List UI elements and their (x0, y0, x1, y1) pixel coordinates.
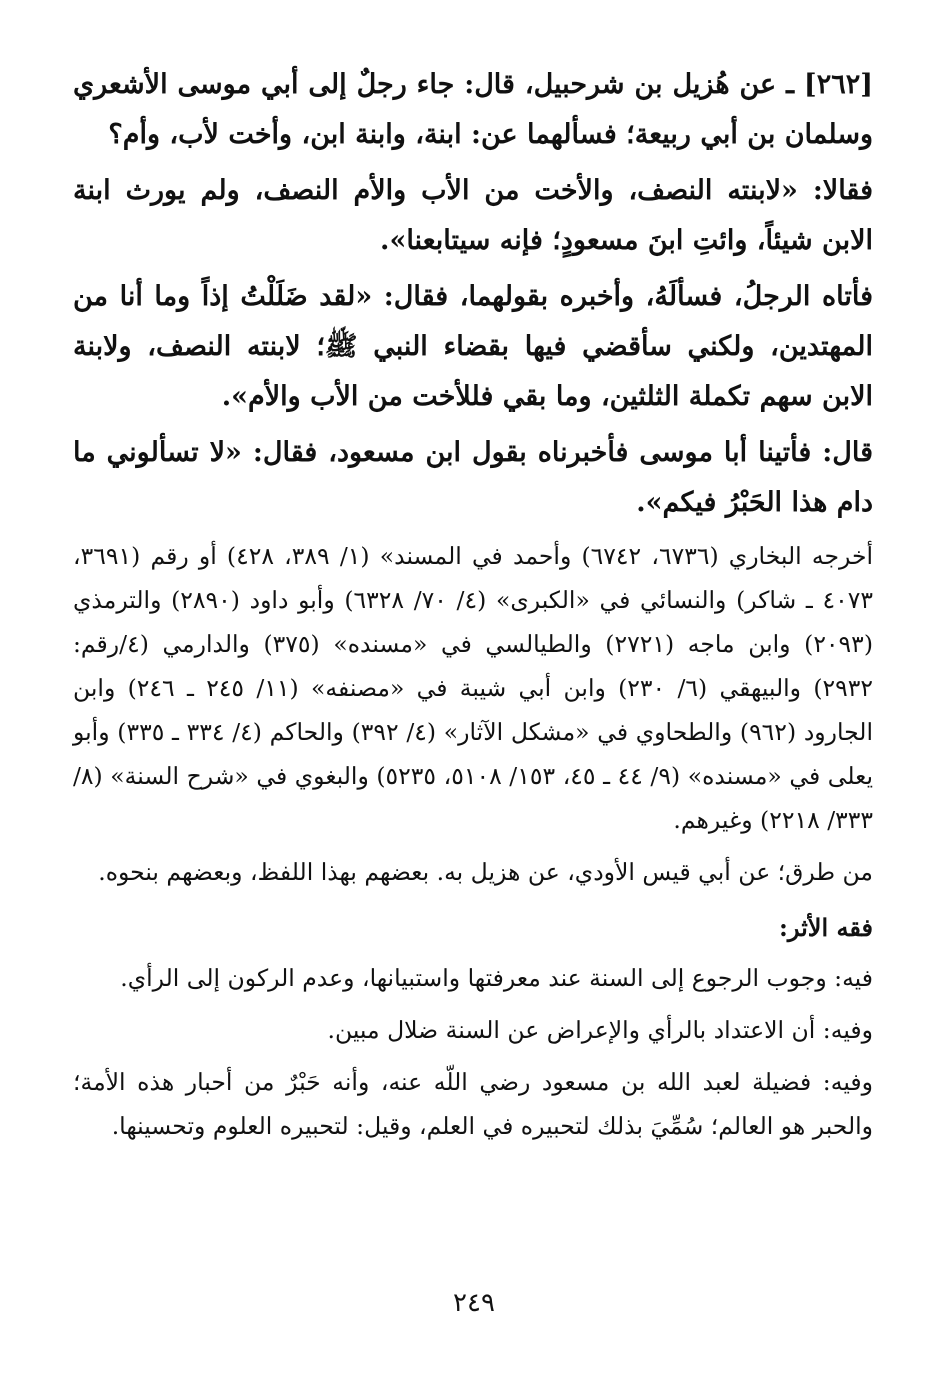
takhrij-paragraph: أخرجه البخاري (٦٧٣٦، ٦٧٤٢) وأحمد في المسند» (١/ ٣٨٩، ٤٢٨) أو رقم (٣٦٩١، ٤٠٧٣ ـ شاكر) والنسائي في «الكبرى» (٤/ ٧٠/ ٦٣٢٨) وأبو داود (٢٨٩٠) والترمذي (٢٠٩٣) وابن ماجه (٢٧٢١) والطيالسي في «مسنده» (٣٧٥) والدارمي (٤/رقم: ٢٩٣٢) والبيهقي (٦/ ٢٣٠) وابن أبي شيبة في «مصنفه» (١١/ ٢٤٥ ـ ٢٤٦) وابن الجارود (٩٦٢) والطحاوي في «مشكل الآثار» (٤/ ٣٩٢) والحاكم (٤/ ٣٣٤ ـ ٣٣٥) وأبو يعلى في «مسنده» (٩/ ٤٤ ـ ٤٥، ١٥٣/ ٥١٠٨، ٥٢٣٥) والبغوي في «شرح السنة» (٨/ ٣٣٣/ ٢٢١٨) وغيرهم. (73, 542, 874, 834)
fiqh-heading: فقه الأثر: (779, 913, 873, 942)
turuq-paragraph: من طرق؛ عن أبي قيس الأودي، عن هزيل به. بعضهم بهذا اللفظ، وبعضهم بنحوه. (98, 858, 873, 886)
page-number: ٢٤٩ (453, 1288, 495, 1318)
fiqh-item-2: وفيه: أن الاعتداد بالرأي والإعراض عن السنة ضلال مبين. (327, 1016, 873, 1044)
hadith-paragraph-3: فأتاه الرجلُ، فسألَهُ، وأخبره بقولهما، فقال: «لقد ضَلَلْتُ إذاً وما أنا من المهتدين، ولكني سأقضي فيها بقضاء النبي ﷺ؛ لابنته النصف، ولابنة الابن سهم تكملة الثلثين، وما بقي فللأخت من الأب والأم». (73, 281, 873, 412)
page-body (73, 60, 873, 1156)
fiqh-item-1: فيه: وجوب الرجوع إلى السنة عند معرفتها واستبيانها، وعدم الركون إلى الرأي. (120, 964, 873, 992)
hadith-paragraph-4: قال: فأتينا أبا موسى فأخبرناه بقول ابن مسعود، فقال: «لا تسألوني ما دام هذا الحَبْرُ فيكم». (73, 437, 873, 518)
fiqh-item-3: وفيه: فضيلة لعبد الله بن مسعود رضي اللّه عنه، وأنه حَبْرٌ من أحبار هذه الأمة؛ والحبر هو العالم؛ سُمِّيَ بذلك لتحبيره في العلم، وقيل: لتحبيره العلوم وتحسينها. (73, 1068, 873, 1140)
hadith-paragraph-1 (73, 60, 873, 160)
hadith-text-1: ـ عن هُزيل بن شرحبيل، قال: جاء رجلٌ إلى أبي موسى الأشعري وسلمان بن أبي ربيعة؛ فسألهما عن: ابنة، وابنة ابن، وأخت لأب، وأم؟ (73, 69, 873, 150)
hadith-paragraph-2: فقالا: «لابنته النصف، والأخت من الأب والأم النصف، ولم يورث ابنة الابن شيئاً، وائتِ ابنَ مسعودٍ؛ فإنه سيتابعنا». (73, 175, 873, 256)
hadith-number: [٢٦٢] (803, 69, 873, 100)
